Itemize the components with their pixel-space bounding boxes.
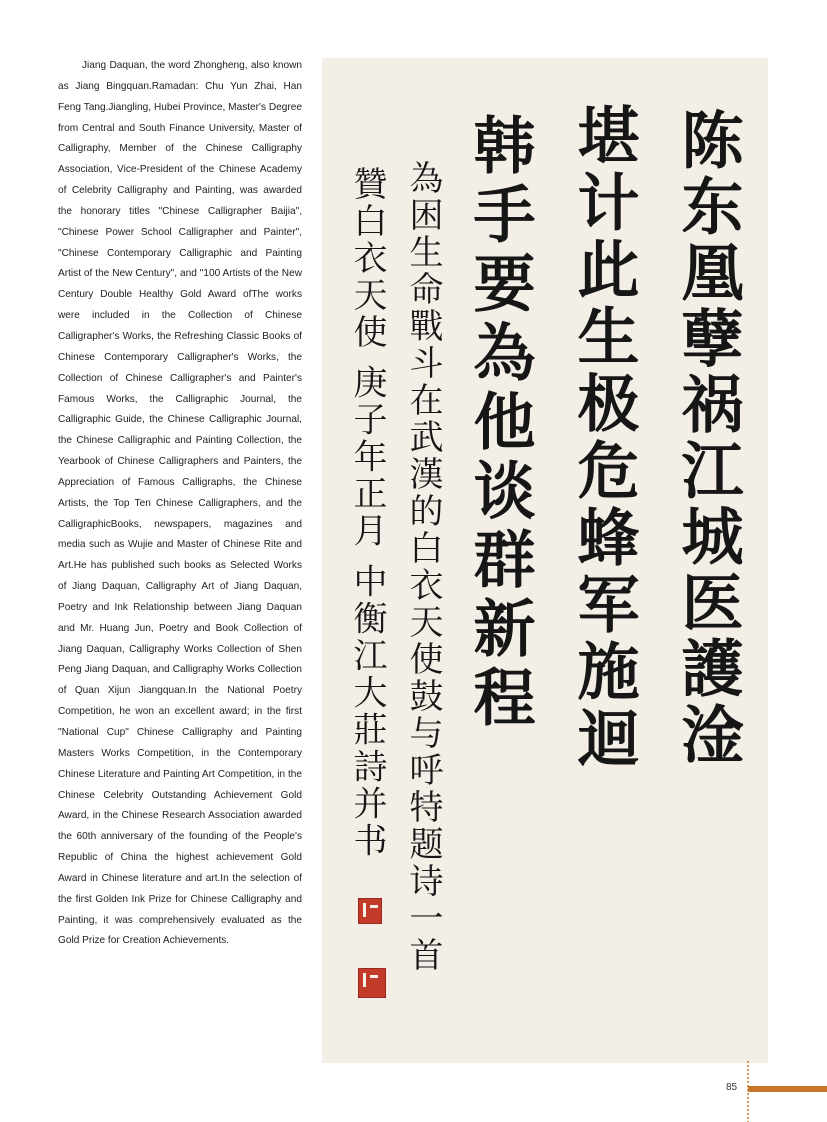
calligraphy-column-1: 陈东凰孽祸江城医護淦 [671,108,744,768]
calligraphy-inscription-2: 贊白衣天使 庚子年正月 中衡江大莊詩并书 [347,166,387,860]
page-accent-bar [748,1086,827,1092]
red-seal-stamp [358,968,386,998]
calligraphy-inscription-1: 為困生命戰斗在武漢的白衣天使鼓与呼特题诗一首 [403,160,443,974]
calligraphy-column-3: 韩手要為他谈群新程 [463,113,536,734]
artist-biography: Jiang Daquan, the word Zhongheng, also known as Jiang Bingquan.Ramadan: Chu Yun Zhai, Han Feng Tang.Jiangling, Hubei Province, Master's Degree from Central and South Finance University, Master of Calligraphy, Member of the Chinese Calligraphy Association, Vice-President of the Chinese Academy of Celebrity Calligraphy and Painting, was awarded the honorary titles "Chinese Calligrapher Baijia", "Chinese Power School Calligrapher and Painter", "Chinese Contemporary Calligraphic and Painting Artist of the New Century", and "100 Artists of the New Century Double Healthy Gold Award ofThe works were included in the Collection of Chinese Calligrapher's Works, the Refreshing Classic Books of Chinese Contemporary Calligrapher's Works, the Collection of Chinese Calligrapher's and Painter's Famous Works, the Calligraphic Journal, the Calligraphic Guide, the Chinese Calligraphic Journal, the Chinese Calligraphic and Painting Collection, the Yearbook of Chinese Calligraphers and Painters, the Appreciation of Famous Calligraphs, the Chinese Artists, the Top Ten Chinese Calligraphers, and the CalligraphicBooks, newspapers, magazines and media such as Wujie and Master of Chinese Rite and Art.He has published such books as Selected Works of Jiang Daquan, Calligraphy Art of Jiang Daquan, Poetry and Ink Relationship between Jiang Daquan and Mr. Huang Jun, Poetry and Book Collection of Jiang Daquan, Calligraphy Works Collection of Shen Peng Jiang Daquan, and Calligraphy Works Collection of Quan Xijun Jiangquan.In the National Poetry Competition, he won an excellent award; in the first "National Cup" Chinese Calligraphy and Painting Masters Works Competition, in the Contemporary Chinese Literature and Painting Art Competition, in the Chinese Celebrity Outstanding Achievement Gold Award, in the Chinese Research Association awarded the 60th anniversary of the founding of the People's Republic of China the highest achievement Gold Award in Chinese literature and art.In the selection of the first Golden Ink Prize for Chinese Calligraphy and Painting, it was comprehensively evaluated as the Gold Prize for Creation Achievements. [58,60,302,947]
page-number: 85 [726,1082,738,1093]
calligraphy-column-2: 堪计此生极危蜂军施迴 [567,103,640,773]
red-seal-stamp [358,898,382,924]
calligraphy-artwork [322,58,768,1063]
calligraphy-scroll [322,58,768,1063]
